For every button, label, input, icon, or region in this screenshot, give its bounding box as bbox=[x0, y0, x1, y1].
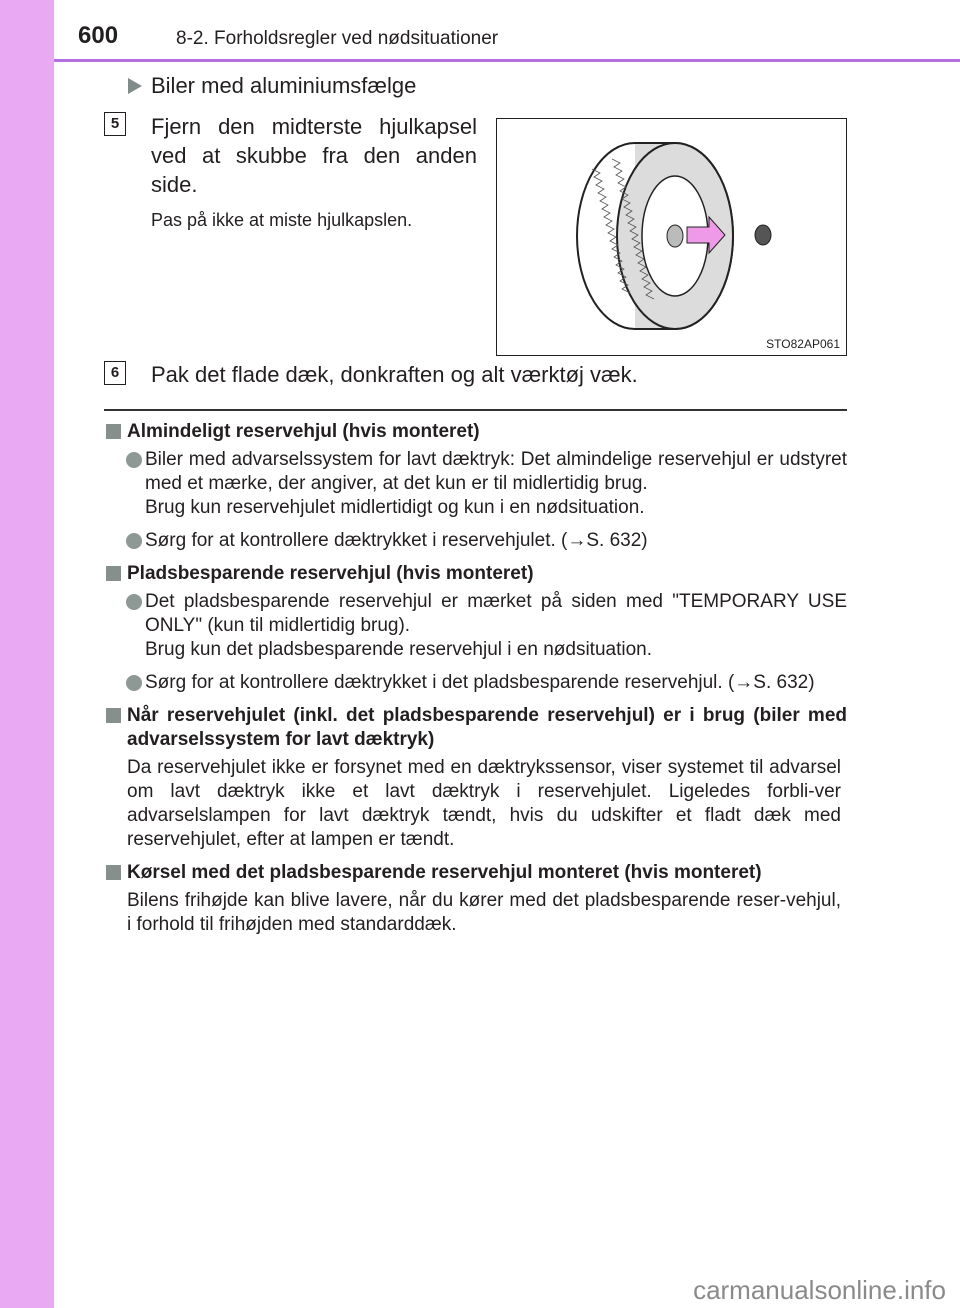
bullet-text: Biler med advarselssystem for lavt dæktryk: Det almindelige reservehjul er udstyret med et mærke, der angiver, at det kun er til midlertidig brug. bbox=[145, 449, 847, 494]
section-heading: Kørsel med det pladsbesparende reservehjul monteret (hvis monteret) bbox=[106, 861, 847, 885]
section-heading: Almindeligt reservehjul (hvis monteret) bbox=[106, 420, 847, 444]
notes-section bbox=[106, 420, 847, 946]
chapter-tab-bar bbox=[0, 0, 54, 1308]
step-number: 5 bbox=[104, 112, 126, 136]
step-text: Pak det flade dæk, donkraften og alt værktøj væk. bbox=[151, 362, 638, 387]
header-divider bbox=[54, 59, 960, 62]
paragraph: Bilens frihøjde kan blive lavere, når du kører med det pladsbesparende reser-vehjul, i forhold til frihøjden med standarddæk. bbox=[127, 890, 841, 935]
bullet-text: Brug kun det pladsbesparende reservehjul i en nødsituation. bbox=[145, 639, 652, 660]
bullet-item bbox=[106, 590, 847, 662]
wheel-hubcap-illustration bbox=[497, 119, 845, 354]
page-number: 600 bbox=[78, 22, 119, 49]
intro-text: Biler med aluminiumsfælge bbox=[151, 73, 417, 98]
bullet-item: Sørg for at kontrollere dæktrykket i det pladsbesparende reservehjul. (→S. 632) bbox=[106, 671, 847, 695]
step-note: Pas på ikke at miste hjulkapslen. bbox=[151, 210, 413, 230]
section-heading: Pladsbesparende reservehjul (hvis monteret) bbox=[106, 562, 847, 586]
triangle-bullet-icon bbox=[128, 78, 142, 94]
watermark: carmanualsonline.info bbox=[693, 1275, 946, 1305]
bullet-item: Sørg for at kontrollere dæktrykket i reservehjulet. (→S. 632) bbox=[106, 529, 847, 553]
wheel-figure bbox=[496, 118, 847, 356]
step-text: Fjern den midterste hjulkapsel ved at skubbe fra den anden side. bbox=[151, 114, 477, 197]
bullet-item bbox=[106, 448, 847, 520]
section-heading: Når reservehjulet (inkl. det pladsbesparende reservehjul) er i brug (biler med advarselssystem for lavt dæktryk) bbox=[106, 704, 847, 752]
step-number: 6 bbox=[104, 361, 126, 385]
figure-caption: STO82AP061 bbox=[766, 337, 840, 351]
section-title: 8-2. Forholdsregler ved nødsituationer bbox=[176, 28, 499, 49]
paragraph: Da reservehjulet ikke er forsynet med en dæktrykssensor, viser systemet til advarsel om lavt dæktryk ikke et lavt dæktryk i reservehjulet. Ligeledes forbli-ver advarselslampen for lavt dæktryk tændt, hvis du udskifter et fladt dæk med reservehjulet, efter at lampen er tændt. bbox=[127, 757, 841, 850]
bullet-text: Det pladsbesparende reservehjul er mærket på siden med "TEMPORARY USE ONLY" (kun til midlertidig brug). bbox=[145, 591, 847, 636]
bullet-text: Brug kun reservehjulet midlertidigt og kun i en nødsituation. bbox=[145, 497, 645, 518]
section-divider bbox=[104, 409, 847, 411]
